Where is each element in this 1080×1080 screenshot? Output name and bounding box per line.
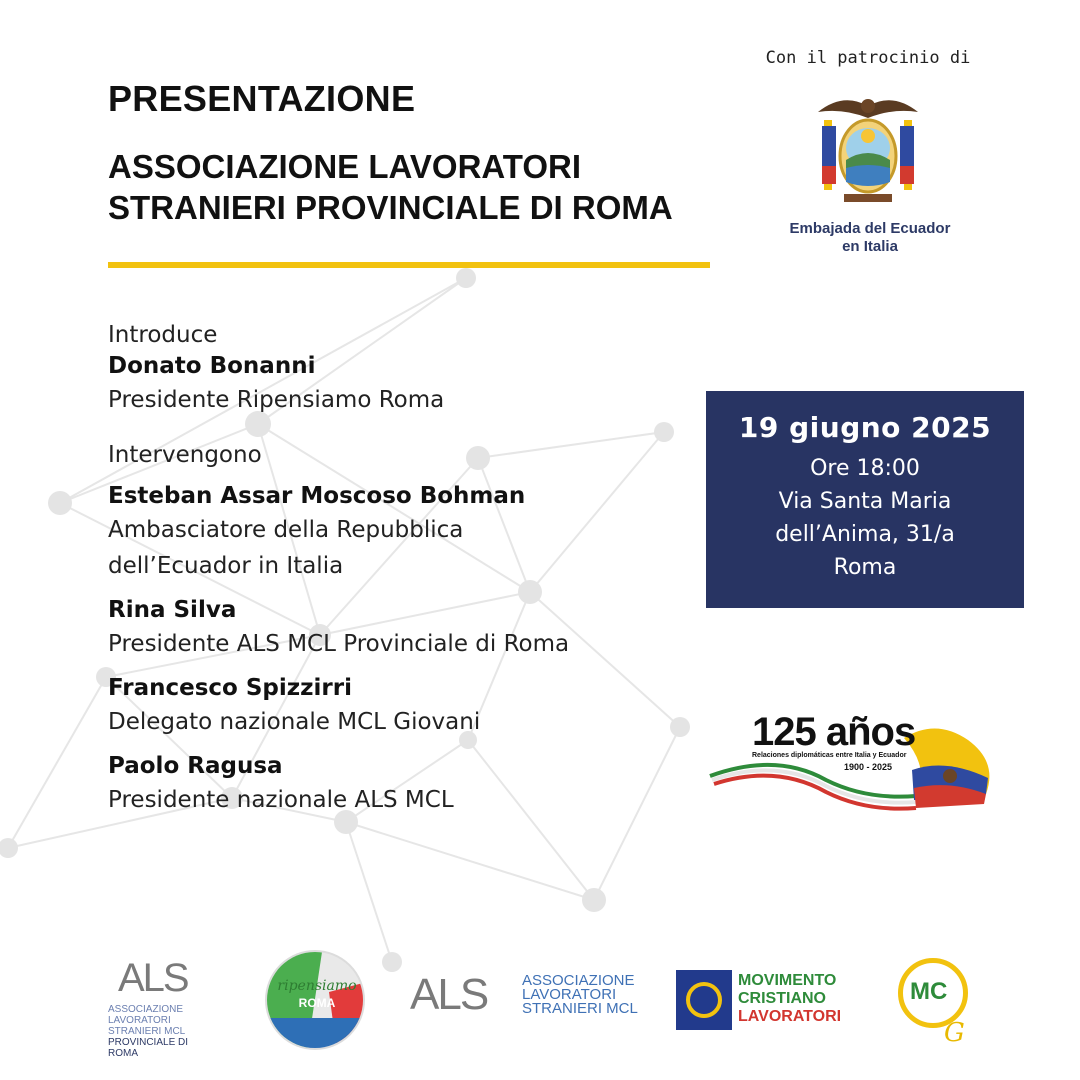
- patronage-label: Con il patrocinio di: [765, 48, 971, 68]
- mcl-giovani-logo: [892, 944, 984, 1054]
- speaker-role: Delegato nazionale MCL Giovani: [108, 709, 481, 735]
- speaker-name: Francesco Spizzirri: [108, 675, 352, 701]
- event-address-line1: Via Santa Maria: [778, 489, 952, 514]
- ripensiamo-roma-logo: [265, 950, 365, 1050]
- mcl-giovani-mark: MC: [910, 978, 948, 1005]
- introduce-label: Introduce: [108, 322, 218, 348]
- anniversary-years: 1900 - 2025: [844, 762, 893, 772]
- program-section: [108, 320, 708, 818]
- event-city: Roma: [833, 555, 897, 580]
- speaker-role: Presidente ALS MCL Provinciale di Roma: [108, 631, 570, 657]
- roma-text: ROMA: [298, 996, 336, 1010]
- speaker-name: Esteban Assar Moscoso Bohman: [108, 483, 526, 509]
- ripensiamo-text: ripensiamo: [277, 978, 357, 994]
- anniversary-headline: 125 años: [752, 710, 916, 754]
- speaker-name: Paolo Ragusa: [108, 753, 283, 779]
- als-provincial-logo: [100, 956, 210, 1059]
- event-address-line2: dell’Anima, 31/a: [775, 522, 955, 547]
- speaker-role: Ambasciatore della Repubblica dell’Ecuador in Italia: [108, 517, 464, 579]
- als-mark: ALS: [118, 956, 188, 1000]
- mcl-logo: [676, 970, 856, 1030]
- speakers-label: Intervengono: [108, 442, 262, 468]
- event-time: Ore 18:00: [810, 456, 920, 481]
- anniversary-caption: Relaciones diplomáticas entre Italia y Ecuador: [752, 752, 907, 759]
- patronage-label-wrap: [748, 48, 988, 68]
- als-national-logo: [410, 970, 640, 1040]
- mcl-giovani-g: G: [944, 1018, 965, 1048]
- speaker-name: Rina Silva: [108, 597, 237, 623]
- partner-logos: [0, 940, 1080, 1070]
- organization-title: ASSOCIAZIONE LAVORATORI STRANIERI PROVINCIALE DI ROMA: [108, 148, 673, 226]
- embassy-name: Embajada del Ecuador en Italia: [789, 220, 951, 255]
- als-national-text: ASSOCIAZIONE LAVORATORI STRANIERI MCL: [522, 972, 638, 1017]
- ecuador-coat-of-arms-icon: [808, 90, 928, 220]
- speaker-role: Presidente nazionale ALS MCL: [108, 787, 454, 813]
- als-mark: ALS: [410, 970, 488, 1019]
- event-details-box: [706, 391, 1024, 608]
- page-title: PRESENTAZIONE: [108, 78, 416, 119]
- title-divider: [108, 262, 710, 268]
- event-date: 19 giugno 2025: [738, 411, 992, 444]
- als-provincial-text: ASSOCIAZIONE LAVORATORI STRANIERI MCL PROVINCIALE DI ROMA: [108, 1004, 189, 1059]
- introducer-role: Presidente Ripensiamo Roma: [108, 387, 445, 413]
- introducer-name: Donato Bonanni: [108, 353, 316, 379]
- mcl-text: MOVIMENTO CRISTIANO LAVORATORI: [738, 972, 842, 1025]
- title-block: [108, 78, 673, 228]
- mcl-badge-icon: [676, 970, 732, 1030]
- anniversary-logo: [706, 700, 1006, 820]
